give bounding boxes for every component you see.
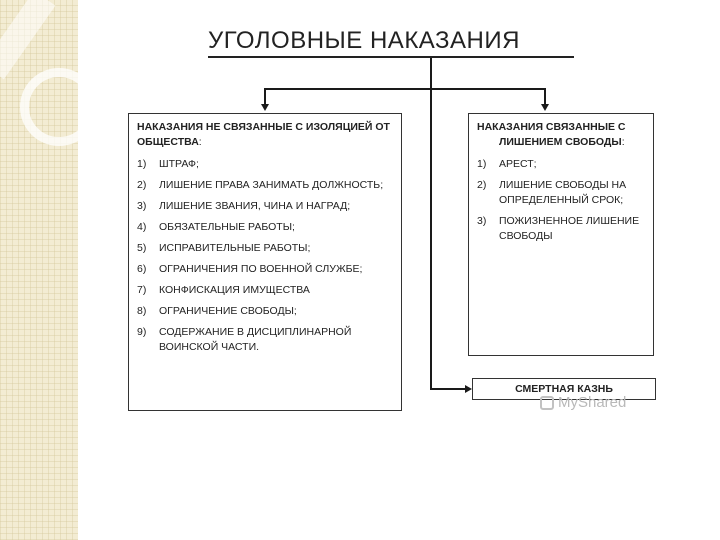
list-item (477, 157, 645, 172)
list-item (137, 304, 393, 319)
decorative-side-strip (0, 0, 78, 540)
item-number: 7) (137, 284, 147, 296)
item-text: ШТРАФ; (159, 158, 199, 170)
item-text: ЛИШЕНИЕ ЗВАНИЯ, ЧИНА И НАГРАД; (159, 200, 351, 212)
watermark-text: MyShared (558, 394, 627, 411)
left-box-list (137, 157, 393, 355)
list-item (137, 199, 393, 214)
diagram-title: УГОЛОВНЫЕ НАКАЗАНИЯ (208, 27, 520, 54)
connector-center-drop (430, 88, 432, 390)
item-text: ОГРАНИЧЕНИЕ СВОБОДЫ; (159, 305, 297, 317)
list-item (137, 241, 393, 256)
connector-left-drop (264, 88, 266, 105)
connector-horizontal (264, 88, 546, 90)
connector-to-bottom-box (430, 388, 466, 390)
item-number: 3) (477, 215, 487, 227)
watermark-logo-icon (540, 396, 554, 410)
item-number: 2) (137, 179, 147, 191)
list-item (477, 178, 645, 208)
list-item (137, 262, 393, 277)
item-text: СОДЕРЖАНИЕ В ДИСЦИПЛИНАРНОЙ ВОИНСКОЙ ЧАСТИ. (159, 326, 352, 353)
arrow-to-bottom-box (465, 385, 472, 393)
arrow-to-right-box (541, 104, 549, 111)
list-item (477, 214, 645, 244)
item-number: 8) (137, 305, 147, 317)
connector-title-stem (430, 58, 432, 90)
item-number: 1) (137, 158, 147, 170)
item-text: ОБЯЗАТЕЛЬНЫЕ РАБОТЫ; (159, 221, 295, 233)
item-number: 9) (137, 326, 147, 338)
right-box-heading-text: НАКАЗАНИЯ СВЯЗАННЫЕ С ЛИШЕНИЕМ СВОБОДЫ (477, 121, 626, 148)
item-number: 4) (137, 221, 147, 233)
connector-right-drop (544, 88, 546, 105)
list-item (137, 325, 393, 355)
list-item (137, 157, 393, 172)
non-custodial-punishments-box (128, 113, 402, 411)
item-number: 5) (137, 242, 147, 254)
item-text: ОГРАНИЧЕНИЯ ПО ВОЕННОЙ СЛУЖБЕ; (159, 263, 363, 275)
item-text: КОНФИСКАЦИЯ ИМУЩЕСТВА (159, 284, 310, 296)
custodial-punishments-box (468, 113, 654, 356)
decorative-stripe (0, 0, 55, 79)
item-number: 6) (137, 263, 147, 275)
item-text: ПОЖИЗНЕННОЕ ЛИШЕНИЕ СВОБОДЫ (499, 215, 640, 242)
death-penalty-box: СМЕРТНАЯ КАЗНЬ (472, 378, 656, 400)
list-item (137, 220, 393, 235)
item-number: 1) (477, 158, 487, 170)
item-number: 2) (477, 179, 487, 191)
list-item (137, 178, 393, 193)
arrow-to-left-box (261, 104, 269, 111)
right-box-heading (477, 120, 645, 150)
title-underline (208, 56, 574, 58)
decorative-circle (20, 68, 98, 146)
right-box-list (477, 157, 645, 244)
list-item (137, 283, 393, 298)
right-box-heading-colon: : (621, 136, 625, 148)
item-text: ЛИШЕНИЕ ПРАВА ЗАНИМАТЬ ДОЛЖНОСТЬ; (159, 179, 384, 191)
left-box-heading-colon: : (198, 136, 202, 148)
item-text: ИСПРАВИТЕЛЬНЫЕ РАБОТЫ; (159, 242, 311, 254)
watermark (540, 394, 626, 411)
item-number: 3) (137, 200, 147, 212)
left-box-heading-text: НАКАЗАНИЯ НЕ СВЯЗАННЫЕ С ИЗОЛЯЦИЕЙ ОТ ОБЩЕСТВА (137, 121, 390, 148)
item-text: АРЕСТ; (499, 158, 537, 170)
item-text: ЛИШЕНИЕ СВОБОДЫ НА ОПРЕДЕЛЕННЫЙ СРОК; (499, 179, 627, 206)
left-box-heading (137, 120, 393, 150)
